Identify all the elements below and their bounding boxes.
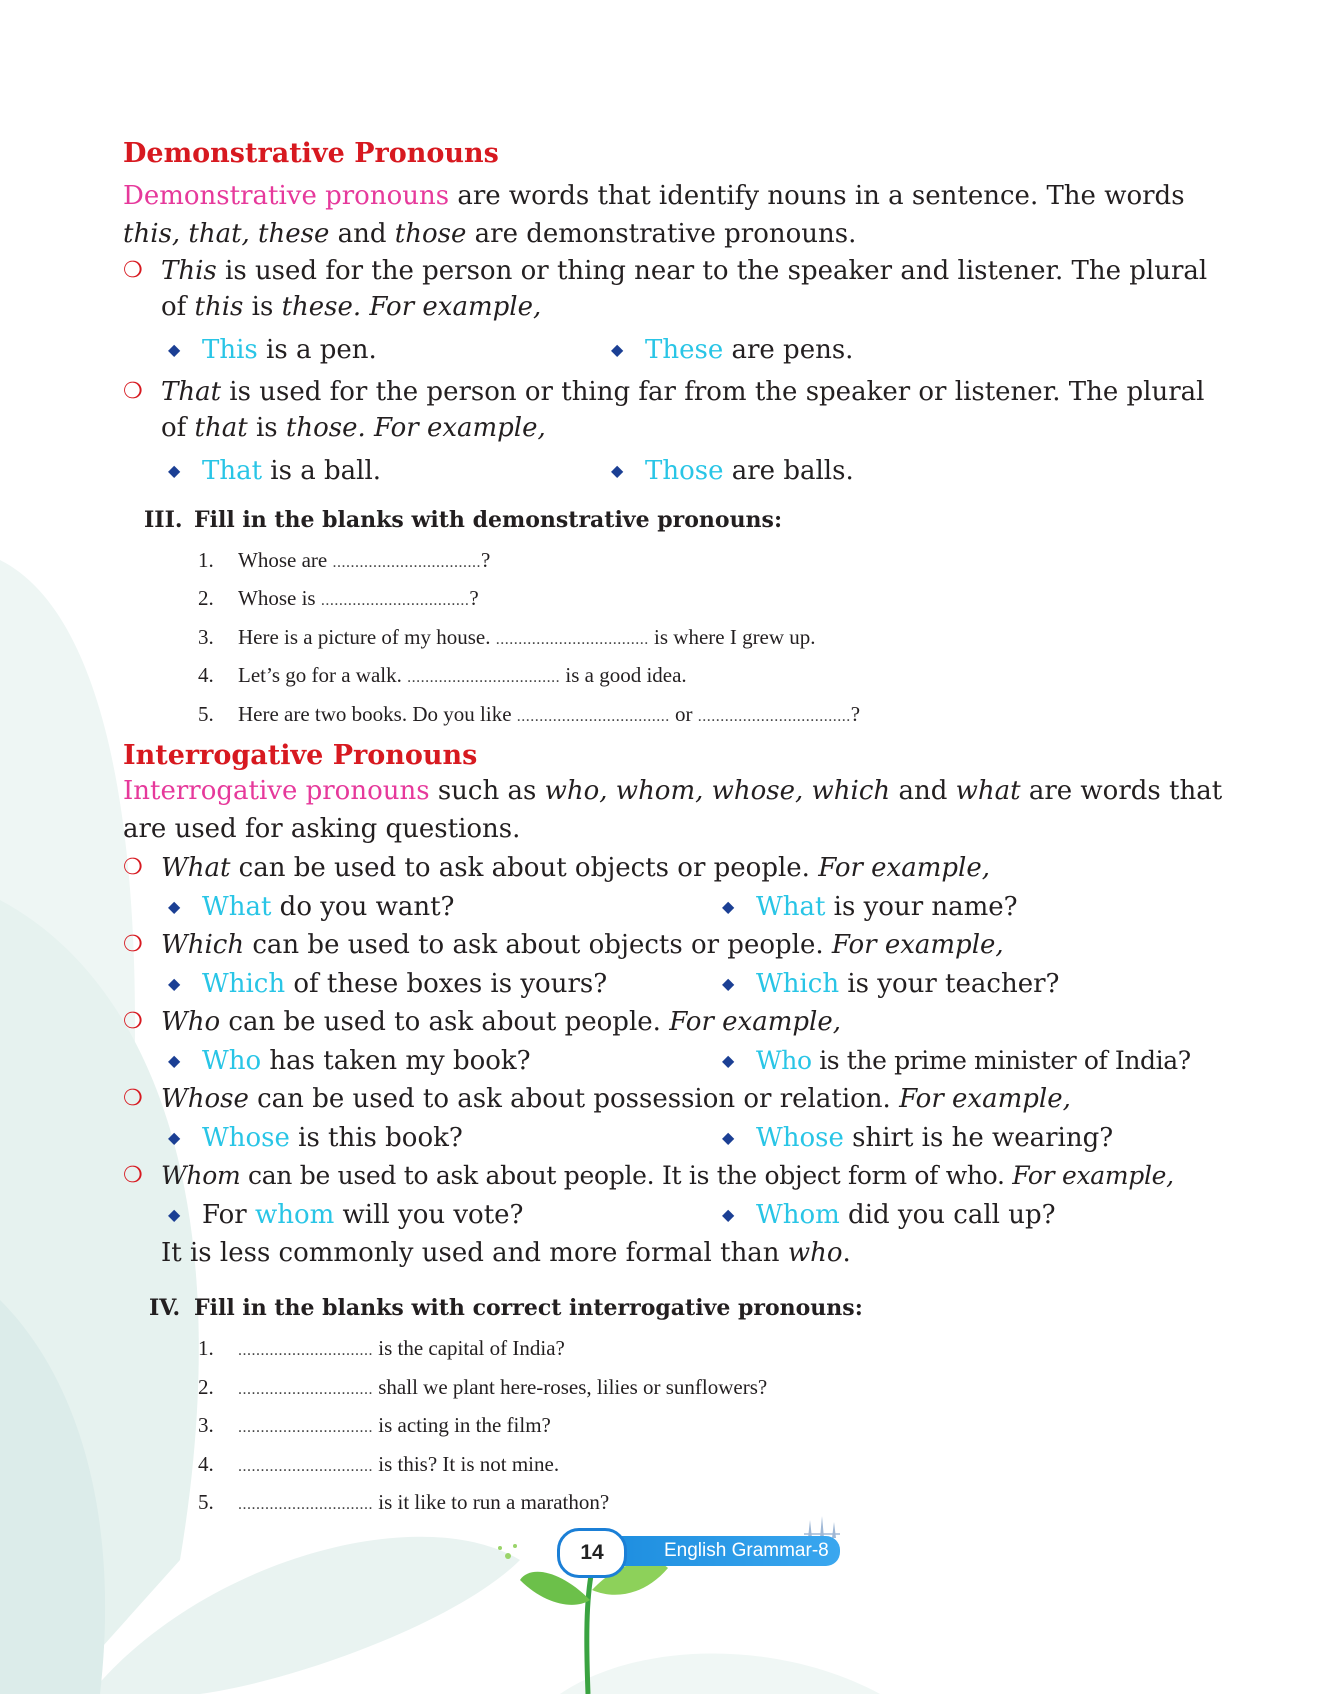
example-which-1: ◆ Which of these boxes is yours? [168,965,607,1003]
example-what-1: ◆ What do you want? [168,888,455,926]
diamond-bullet-icon: ◆ [611,461,624,480]
book-title-label: English Grammar-8 [620,1536,840,1566]
example-what-2: ◆ What is your name? [722,888,1018,926]
circle-bullet-icon: ❍ [123,855,143,880]
intro-italic-words: this, that, these [123,219,330,249]
intro-text: are words that identify nouns in a sentence. The words [449,181,1185,211]
blank: .............................. [238,1496,373,1513]
diamond-bullet-icon: ◆ [722,897,735,916]
diamond-bullet-icon: ◆ [611,340,624,359]
bullet-this-continued: of this is these. For example, [161,292,542,322]
example-whose-1: ◆ Whose is this book? [168,1119,463,1157]
page-number: 14 [557,1528,627,1578]
blank: .............................. [238,1342,373,1359]
demonstrative-intro [123,177,1203,253]
blank: .................................. [516,708,670,725]
circle-bullet-icon: ❍ [123,1163,143,1188]
blank: ................................. [332,554,481,571]
demonstrative-heading: Demonstrative Pronouns [123,138,499,169]
blank: .................................. [495,631,649,648]
intro-italic-word: those [394,219,467,249]
intro-text: and [329,219,395,249]
exercise-3-heading: III. Fill in the blanks with demonstrative pronouns: [144,507,783,533]
bullet-that-continued: of that is those. For example, [161,413,546,443]
diamond-bullet-icon: ◆ [168,1205,181,1224]
exercise-3-item: 3. Here is a picture of my house. .................................. is where I grew up. [198,625,816,649]
intro-text: are used for asking questions. [123,814,521,844]
example-whom-1: ◆ For whom will you vote? [168,1196,523,1234]
exercise-3-item: 1. Whose are .................................? [198,548,491,572]
blank: .............................. [238,1381,373,1398]
whom-note: It is less commonly used and more formal than who. [161,1238,851,1268]
diamond-bullet-icon: ◆ [722,1051,734,1070]
diamond-bullet-icon: ◆ [168,461,181,480]
diamond-bullet-icon: ◆ [168,340,181,359]
circle-bullet-icon: ❍ [123,379,143,404]
circle-bullet-icon: ❍ [123,1009,143,1034]
diamond-bullet-icon: ◆ [168,1051,181,1070]
interrogative-intro: Interrogative pronouns such as who, whom, whose, which and what are words that are used for asking questions. [123,772,1203,848]
blank: .............................. [238,1419,373,1436]
exercise-3-item: 4. Let’s go for a walk. .................................. is a good idea. [198,663,687,687]
bullet-text: is used for the person or thing near to the speaker and listener. The plural [216,256,1208,286]
example-this: ◆ This is a pen. [168,331,377,369]
exercise-3-item: 2. Whose is .................................? [198,586,479,610]
exercise-4-item: 3. .............................. is acting in the film? [198,1413,551,1437]
example-who-1: ◆ Who has taken my book? [168,1042,531,1080]
diamond-bullet-icon: ◆ [722,974,735,993]
blank: ................................. [320,592,470,609]
intro-text: are demonstrative pronouns. [466,219,857,249]
exercise-4-heading: IV. Fill in the blanks with correct interrogative pronouns: [149,1295,863,1321]
example-which-2: ◆ Which is your teacher? [722,965,1059,1003]
example-whom-2: ◆ Whom did you call up? [722,1196,1056,1234]
exercise-4-item: 5. .............................. is it like to run a marathon? [198,1490,610,1514]
exercise-4-item: 1. .............................. is the capital of India? [198,1336,565,1360]
exercise-3-item: 5. Here are two books. Do you like .................................. or ..................................? [198,702,861,726]
diamond-bullet-icon: ◆ [168,1128,181,1147]
diamond-bullet-icon: ◆ [168,897,181,916]
blank: .................................. [407,669,561,686]
interrogative-term: Interrogative pronouns [123,776,430,806]
diamond-bullet-icon: ◆ [168,974,181,993]
circle-bullet-icon: ❍ [123,932,143,957]
example-these: ◆ These are pens. [611,331,853,369]
example-that: ◆ That is a ball. [168,452,381,490]
exercise-4-item: 4. .............................. is this? It is not mine. [198,1452,560,1476]
bullet-keyword: This [161,256,217,286]
exercise-4-item: 2. .............................. shall we plant here-roses, lilies or sunflowers? [198,1375,768,1399]
example-who-2: ◆ Who is the prime minister of India? [722,1042,1191,1080]
example-those: ◆ Those are balls. [611,452,854,490]
circle-bullet-icon: ❍ [123,1086,143,1111]
windmill-icon [800,1512,844,1538]
example-whose-2: ◆ Whose shirt is he wearing? [722,1119,1113,1157]
textbook-page: Demonstrative Pronouns Demonstrative pronouns are words that identify nouns in a sentence. The words this, that, these and those are demonstrative pronouns. ❍ This is used for the person or thing near to the speaker and listener. The plural of this is these. For example, ◆ This is a pen. ◆ These are pens. ❍ That is used for the person or thing far from the speaker or listener. The plural of that is those. For example, ◆ That is a ball. ◆ Those are balls. III. Fill in the blanks with demonstrative pronouns: 1. Whose are .................................? 2. Whose is .................................? 3. Here is a picture of my house. .................................. is where I grew up. 4. Let’s go for a walk. .................................. is a good idea. 5. Here are two books. Do you like .................................. or ..................................? Interrogative Pronouns Interrogative pronouns such as who, whom, whose, which and what are words that are used for asking questions. ❍ What can be used to ask about objects or people. For example, ◆ What do you want? ◆ What is your name? ❍ Which can be used to ask about objects or people. For example, ◆ Which of these boxes is yours? ◆ Which is your teacher? ❍ Who can be used to ask about people. For example, ◆ Who has taken my book? ◆ Who is the prime minister of India? ❍ Whose can be used to ask about possession or relation. For example, ◆ Whose is this book? ◆ Whose shirt is he wearing? ❍ Whom can be used to ask about people. It is the object form of who. For example, ◆ For whom will you vote? ◆ Whom did you call up? It is less commonly used and more formal than who. IV. Fill in the blanks with correct interrogative pronouns: 1. .............................. is the capital of India? 2. .............................. shall we plant here-roses, lilies or sunflowers? 3. .............................. is acting in the film? 4. .............................. is this? It is not mine. 5. .............................. is it like to run a marathon? English Grammar-8 14 [0,0,1334,1694]
circle-bullet-icon: ❍ [123,258,143,283]
blank: .................................. [697,708,851,725]
diamond-bullet-icon: ◆ [722,1205,735,1224]
demonstrative-term: Demonstrative pronouns [123,181,450,211]
diamond-bullet-icon: ◆ [722,1128,735,1147]
interrogative-heading: Interrogative Pronouns [123,740,478,771]
blank: .............................. [238,1458,373,1475]
